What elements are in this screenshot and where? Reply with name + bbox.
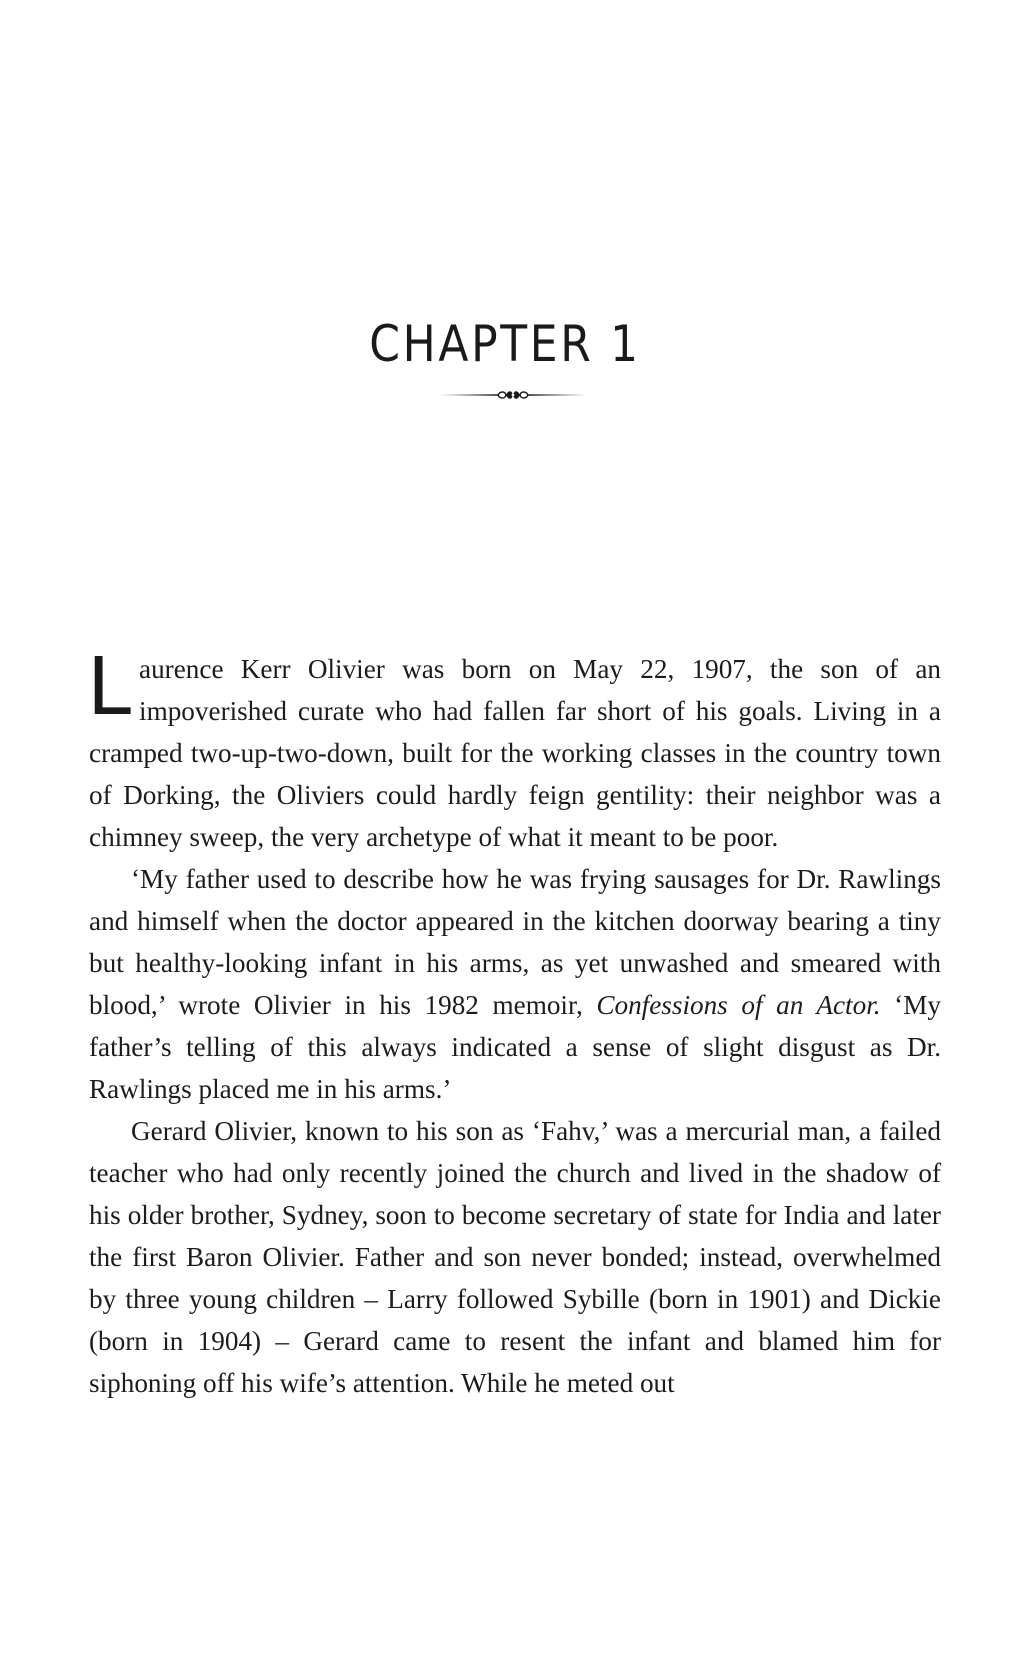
chapter-body	[87, 641, 941, 1404]
book-title: Confessions of an Actor.	[596, 990, 881, 1020]
chapter-heading: CHAPTER 1	[369, 314, 641, 373]
paragraph-2	[89, 858, 941, 1110]
paragraph-1-text: aurence Kerr Olivier was born on May 22, 1907, the son of an impoverished curate who had fallen far short of his goals. Living in a cramped two-up-two-down, built for the working classes in the country town of Dorking, the Oliviers could hardly feign gentility: their neighbor was a chimney sweep, the very archetype of what it meant to be poor.	[89, 654, 941, 852]
paragraph-2-text-end: ‘My father’s telling of this always indicated a sense of slight disgust as Dr. Rawlings placed me in his arms.’	[89, 990, 941, 1104]
drop-cap: L	[87, 641, 132, 733]
paragraph-1	[87, 641, 941, 858]
paragraph-2-text-start: ‘My father used to describe how he was frying sausages for Dr. Rawlings and himself when the doctor appeared in the kitchen doorway bearing a tiny but healthy-looking infant in his arms, as yet unwashed and smeared with blood,’ wrote Olivier in his 1982 memoir,	[89, 864, 941, 1020]
paragraph-3: Gerard Olivier, known to his son as ‘Fahv,’ was a mercurial man, a failed teacher who had only recently joined the church and lived in the shadow of his older brother, Sydney, soon to become secretary of state for India and later the first Baron Olivier. Father and son never bonded; instead, overwhelmed by three young children – Larry followed Sybille (born in 1901) and Dickie (born in 1904) – Gerard came to resent the infant and blamed him for siphoning off his wife’s attention. While he meted out	[89, 1116, 941, 1398]
scroll-divider-icon	[438, 387, 588, 403]
